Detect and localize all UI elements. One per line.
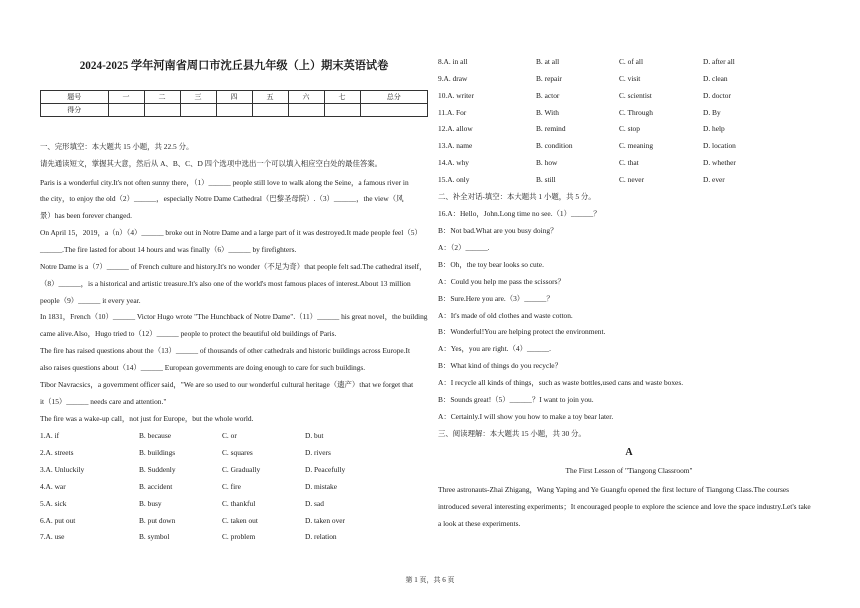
score-table-cell: 五 bbox=[252, 91, 288, 104]
option-b: B. put down bbox=[139, 516, 176, 525]
option-a: 13.A. name bbox=[438, 141, 473, 150]
passage-line: （8）______，is a historical and artistic treasure.It's also one of the world's most famous places of interest.About 13 million bbox=[40, 279, 411, 288]
score-table-cell bbox=[108, 104, 144, 117]
score-table-cell bbox=[324, 104, 360, 117]
option-c: C. thankful bbox=[222, 499, 256, 508]
instruction-line: 请先通读短文，掌握其大意，然后从 A、B、C、D 四个选项中选出一个可以填入相应空白处的最佳答案。 bbox=[40, 159, 383, 168]
passage-line: The fire has raised questions about the（13）______ of thousands of other cathedrals and historic buildings across Europe.It bbox=[40, 346, 411, 355]
option-b: B. Suddenly bbox=[139, 465, 176, 474]
option-d: D. help bbox=[703, 124, 725, 133]
option-c: C. fire bbox=[222, 482, 241, 491]
score-table-cell bbox=[360, 104, 428, 117]
passage-letter: A bbox=[625, 447, 633, 458]
score-table-cell: 一 bbox=[108, 91, 144, 104]
option-d: D. taken over bbox=[305, 516, 346, 525]
option-b: B. remind bbox=[536, 124, 566, 133]
option-d: D. clean bbox=[703, 74, 728, 83]
passage-title: The First Lesson of "Tiangong Classroom" bbox=[565, 466, 693, 475]
dialogue-line: B：Not bad.What are you busy doing？ bbox=[438, 226, 558, 235]
score-table-cell: 三 bbox=[180, 91, 216, 104]
option-c: C. problem bbox=[222, 532, 256, 541]
option-c: C. Through bbox=[619, 108, 653, 117]
section-heading-cloze: 一、完形填空：本大题共 15 小题，共 22.5 分。 bbox=[40, 142, 194, 151]
score-table-cell bbox=[288, 104, 324, 117]
option-a: 7.A. use bbox=[40, 532, 65, 541]
score-row-label: 得分 bbox=[41, 104, 109, 117]
score-table bbox=[40, 90, 428, 117]
passage-line: ______.The fire lasted for about 14 hours and was finally（6）______ by firefighters. bbox=[40, 245, 297, 254]
option-c: C. never bbox=[619, 175, 645, 184]
score-table-cell bbox=[180, 104, 216, 117]
option-c: C. of all bbox=[619, 57, 644, 66]
option-b: B. condition bbox=[536, 141, 573, 150]
passage-line: it（15）______ needs care and attention." bbox=[40, 397, 167, 406]
option-d: D. sad bbox=[305, 499, 324, 508]
option-b: B. With bbox=[536, 108, 559, 117]
dialogue-line: A：Yes，you are right.（4）______. bbox=[438, 344, 551, 353]
option-a: 15.A. only bbox=[438, 175, 470, 184]
score-table-cell: 总分 bbox=[360, 91, 428, 104]
score-table-cell: 四 bbox=[216, 91, 252, 104]
score-table-cell: 二 bbox=[144, 91, 180, 104]
dialogue-line: A：Certainly.I will show you how to make a toy bear later. bbox=[438, 412, 614, 421]
option-a: 10.A. writer bbox=[438, 91, 474, 100]
dialogue-line: A：I recycle all kinds of things，such as waste bottles,used cans and waste boxes. bbox=[438, 378, 684, 387]
passage-line: also raises questions about（14）______ European governments are doing enough to care for such buildings. bbox=[40, 363, 366, 372]
option-a: 14.A. why bbox=[438, 158, 469, 167]
dialogue-line: A：（2）______. bbox=[438, 243, 490, 252]
option-d: D. whether bbox=[703, 158, 736, 167]
option-b: B. still bbox=[536, 175, 556, 184]
option-c: C. taken out bbox=[222, 516, 258, 525]
option-b: B. accident bbox=[139, 482, 173, 491]
option-a: 4.A. war bbox=[40, 482, 66, 491]
option-a: 2.A. streets bbox=[40, 448, 74, 457]
option-c: C. meaning bbox=[619, 141, 654, 150]
option-c: C. scientist bbox=[619, 91, 652, 100]
score-table-cell bbox=[252, 104, 288, 117]
score-table-header-row bbox=[41, 91, 428, 104]
passage-line: people（9）______ it every year. bbox=[40, 296, 141, 305]
passage-line: 景）has been forever changed. bbox=[40, 211, 132, 220]
dialogue-line: B：Sounds great!（5）______？I want to join you. bbox=[438, 395, 594, 404]
dialogue-line: B：Wonderful!You are helping protect the environment. bbox=[438, 327, 606, 336]
section-heading-dialogue: 二、补全对话-填空：本大题共 1 小题，共 5 分。 bbox=[438, 192, 596, 201]
passage-line: came alive.Also，Hugo tried to（12）______ people to protect the beautiful old buildings of Paris. bbox=[40, 329, 337, 338]
option-b: B. busy bbox=[139, 499, 162, 508]
score-table-cell: 六 bbox=[288, 91, 324, 104]
option-d: D. doctor bbox=[703, 91, 731, 100]
dialogue-line: B：Oh，the toy bear looks so cute. bbox=[438, 260, 544, 269]
dialogue-line: A：It's made of old clothes and waste cotton. bbox=[438, 311, 573, 320]
option-b: B. because bbox=[139, 431, 172, 440]
option-c: C. squares bbox=[222, 448, 253, 457]
score-table-score-row bbox=[41, 104, 428, 117]
option-c: C. or bbox=[222, 431, 237, 440]
page-footer: 第 1 页，共 6 页 bbox=[405, 576, 455, 584]
passage-line: Paris is a wonderful city.It's not often sunny there，（1）______ people still love to walk along the Seine，a famous river in bbox=[40, 178, 409, 187]
passage-line: In 1831，French（10）______ Victor Hugo wrote "The Hunchback of Notre Dame".（11）______ his great novel，the building bbox=[40, 312, 428, 321]
option-d: D. Peacefully bbox=[305, 465, 346, 474]
option-d: D. mistake bbox=[305, 482, 338, 491]
option-d: D. relation bbox=[305, 532, 337, 541]
score-table-cell: 七 bbox=[324, 91, 360, 104]
option-a: 5.A. sick bbox=[40, 499, 67, 508]
option-b: B. at all bbox=[536, 57, 560, 66]
option-c: C. stop bbox=[619, 124, 640, 133]
option-b: B. how bbox=[536, 158, 558, 167]
score-table-cell bbox=[216, 104, 252, 117]
option-a: 12.A. allow bbox=[438, 124, 473, 133]
option-d: D. By bbox=[703, 108, 721, 117]
passage-line: Notre Dame is a（7）______ of French culture and history.It's no wonder（不足为奇）that people felt sad.The cathedral itself， bbox=[40, 262, 427, 271]
option-d: D. ever bbox=[703, 175, 725, 184]
option-b: B. symbol bbox=[139, 532, 170, 541]
option-a: 9.A. draw bbox=[438, 74, 468, 83]
option-b: B. repair bbox=[536, 74, 562, 83]
option-a: 11.A. For bbox=[438, 108, 467, 117]
option-c: C. that bbox=[619, 158, 639, 167]
passage-line: On April 15，2019，a（n）（4）______ broke out in Notre Dame and a large part of it was destroyed.It made people feel（5） bbox=[40, 228, 422, 237]
passage-line: The fire was a wake-up call，not just for Europe，but the whole world. bbox=[40, 414, 254, 423]
section-heading-reading: 三、阅读理解：本大题共 15 小题，共 30 分。 bbox=[438, 429, 586, 438]
score-table-cell bbox=[144, 104, 180, 117]
option-d: D. rivers bbox=[305, 448, 331, 457]
option-a: 1.A. if bbox=[40, 431, 60, 440]
passage-line: Tibor Navracsics，a government officer said，"We are so used to our wonderful cultural heritage（遗产）that we forget that bbox=[40, 380, 414, 389]
passage-line: Three astronauts-Zhai Zhigang，Wang Yaping and Ye Guangfu opened the first lecture of Tiangong Class.The courses bbox=[438, 485, 790, 494]
passage-line: the city，to enjoy the old（2）______，especially Notre Dame Cathedral（巴黎圣母院）.（3）______，the view（风 bbox=[40, 194, 404, 203]
dialogue-line: A：Could you help me pass the scissors？ bbox=[438, 277, 565, 286]
option-a: 6.A. put out bbox=[40, 516, 76, 525]
dialogue-line: 16.A：Hello，John.Long time no see.（1）______？ bbox=[438, 209, 601, 218]
passage-line: a look at these experiments. bbox=[438, 519, 521, 528]
option-a: 8.A. in all bbox=[438, 57, 468, 66]
option-c: C. Gradually bbox=[222, 465, 261, 474]
dialogue-line: B：Sure.Here you are.（3）______？ bbox=[438, 294, 554, 303]
option-d: D. location bbox=[703, 141, 736, 150]
option-c: C. visit bbox=[619, 74, 641, 83]
score-table-cell: 题号 bbox=[41, 91, 109, 104]
option-b: B. actor bbox=[536, 91, 560, 100]
exam-title: 2024-2025 学年河南省周口市沈丘县九年级（上）期末英语试卷 bbox=[79, 60, 389, 72]
dialogue-line: B：What kind of things do you recycle？ bbox=[438, 361, 562, 370]
option-b: B. buildings bbox=[139, 448, 176, 457]
passage-line: introduced several interesting experiments；It encouraged people to explore the science and love the space industry.Let's take bbox=[438, 502, 811, 511]
option-d: D. after all bbox=[703, 57, 735, 66]
option-a: 3.A. Unluckily bbox=[40, 465, 85, 474]
option-d: D. but bbox=[305, 431, 324, 440]
